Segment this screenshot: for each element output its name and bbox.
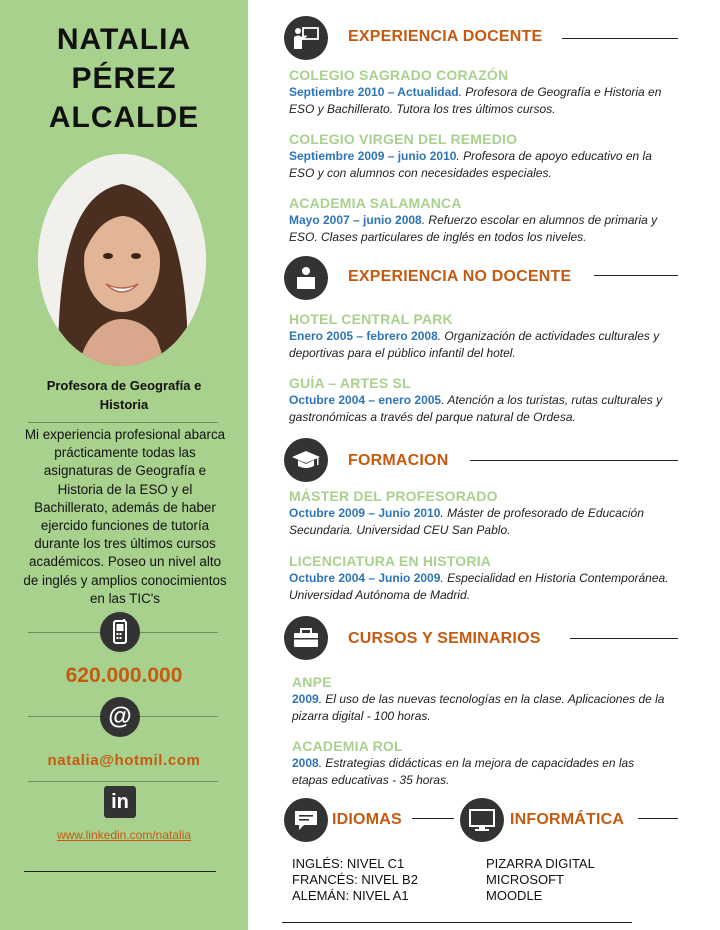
monitor-icon (460, 798, 504, 842)
entry-date: Mayo 2007 – junio 2008 (289, 213, 422, 227)
entry-title: LICENCIATURA EN HISTORIA (289, 553, 492, 569)
experience-entry (289, 195, 669, 246)
entry-date: Septiembre 2010 – Actualidad (289, 85, 459, 99)
briefcase-icon (284, 616, 328, 660)
entry-description: Enero 2005 – febrero 2008. Organización de actividades culturales y deportivas para el público infantil del hotel. (289, 329, 660, 360)
email-link[interactable]: natalia@hotmil.com (47, 752, 201, 769)
experience-entry (289, 375, 669, 426)
entry-date: Octubre 2009 – Junio 2010 (289, 506, 441, 520)
entry-title: COLEGIO SAGRADO CORAZÓN (289, 67, 509, 83)
linkedin-icon: in (104, 786, 136, 818)
section-title-computing: INFORMÁTICA (510, 811, 625, 828)
divider (28, 422, 218, 423)
entry-date: 2008 (292, 756, 319, 770)
mobile-phone-icon (100, 612, 140, 652)
entry-description: Mayo 2007 – junio 2008. Refuerzo escolar en alumnos de primaria y ESO. Clases particulares de inglés en todos los niveles. (289, 213, 658, 244)
entry-description: Octubre 2004 – enero 2005. Atención a los turistas, rutas culturales y gastronómicas a través del parque natural de Ordesa. (289, 393, 663, 424)
entry-description: Septiembre 2010 – Actualidad. Profesora de Geografía e Historia en ESO y Bachillerato. Tutora los tres últimos cursos. (289, 85, 662, 116)
entry-description: Septiembre 2009 – junio 2010. Profesora de apoyo educativo en la ESO y con alumnos con necesidades especiales. (289, 149, 652, 180)
section-rule (412, 818, 454, 819)
entry-title: HOTEL CENTRAL PARK (289, 311, 453, 327)
list-item: MOODLE (486, 888, 543, 903)
job-title: Profesora de Geografía e Historia (46, 378, 202, 412)
list-item: INGLÉS: NIVEL C1 (292, 856, 405, 871)
section-rule (570, 638, 678, 639)
bottom-rule (282, 922, 632, 923)
profile-summary: Mi experiencia profesional abarca prácticamente todas las asignaturas de Geografía e Historia de la ESO y el Bachillerato, además de haber ejercido funciones de tutoría durante los tres últimos cursos académicos. Poseo un nivel alto de inglés y amplios conocimientos en las TIC's (23, 427, 227, 606)
teacher-board-icon (284, 16, 328, 60)
entry-title: GUÍA – ARTES SL (289, 375, 411, 391)
at-sign-icon: @ (100, 697, 140, 737)
list-item: PIZARRA DIGITAL (486, 856, 595, 871)
section-title-nonteaching: EXPERIENCIA NO DOCENTE (348, 268, 572, 285)
section-title-education: FORMACION (348, 452, 449, 469)
list-item: ALEMÁN: NIVEL A1 (292, 888, 409, 903)
section-rule (562, 38, 678, 39)
course-entry (292, 738, 672, 789)
education-entry (289, 488, 669, 539)
experience-entry (289, 67, 669, 118)
entry-title: COLEGIO VIRGEN DEL REMEDIO (289, 131, 518, 147)
experience-entry (289, 131, 669, 182)
speech-bubble-icon (284, 798, 328, 842)
sidebar (0, 0, 248, 930)
linkedin-link[interactable]: www.linkedin.com/natalia (56, 828, 192, 842)
section-rule (470, 460, 678, 461)
entry-title: ANPE (292, 674, 332, 690)
entry-title: MÁSTER DEL PROFESORADO (289, 488, 498, 504)
divider (24, 871, 216, 872)
entry-title: ACADEMIA SALAMANCA (289, 195, 462, 211)
education-entry (289, 553, 669, 604)
entry-description: Octubre 2009 – Junio 2010. Máster de profesorado de Educación Secundaria. Universidad CEU San Pablo. (289, 506, 644, 537)
divider (28, 781, 218, 782)
languages-list (292, 856, 418, 904)
experience-entry (289, 311, 669, 362)
entry-description: 2009. El uso de las nuevas tecnologías en la clase. Aplicaciones de la pizarra digital - 100 horas. (292, 692, 665, 723)
entry-date: Septiembre 2009 – junio 2010 (289, 149, 457, 163)
desk-person-icon (284, 256, 328, 300)
entry-description: 2008. Estrategias didácticas en la mejora de capacidades en las etapas educativas - 35 horas. (292, 756, 635, 787)
section-title-courses: CURSOS Y SEMINARIOS (348, 630, 541, 647)
phone-number[interactable]: 620.000.000 (65, 664, 183, 687)
section-title-teaching: EXPERIENCIA DOCENTE (348, 28, 543, 45)
entry-description: Octubre 2004 – Junio 2009. Especialidad en Historia Contemporánea. Universidad Autónoma de Madrid. (289, 571, 669, 602)
course-entry (292, 674, 672, 725)
profile-photo (38, 154, 206, 366)
entry-title: ACADEMIA ROL (292, 738, 403, 754)
graduation-cap-icon (284, 438, 328, 482)
candidate-name: NATALIA PÉREZ ALCALDE (48, 23, 200, 134)
entry-date: Octubre 2004 – Junio 2009 (289, 571, 441, 585)
section-rule (638, 818, 678, 819)
section-title-languages: IDIOMAS (332, 811, 402, 828)
section-rule (594, 275, 678, 276)
entry-date: Enero 2005 – febrero 2008 (289, 329, 438, 343)
computing-list (486, 856, 595, 904)
entry-date: 2009 (292, 692, 319, 706)
entry-date: Octubre 2004 – enero 2005 (289, 393, 442, 407)
list-item: FRANCÉS: NIVEL B2 (292, 872, 418, 887)
list-item: MICROSOFT (486, 872, 564, 887)
